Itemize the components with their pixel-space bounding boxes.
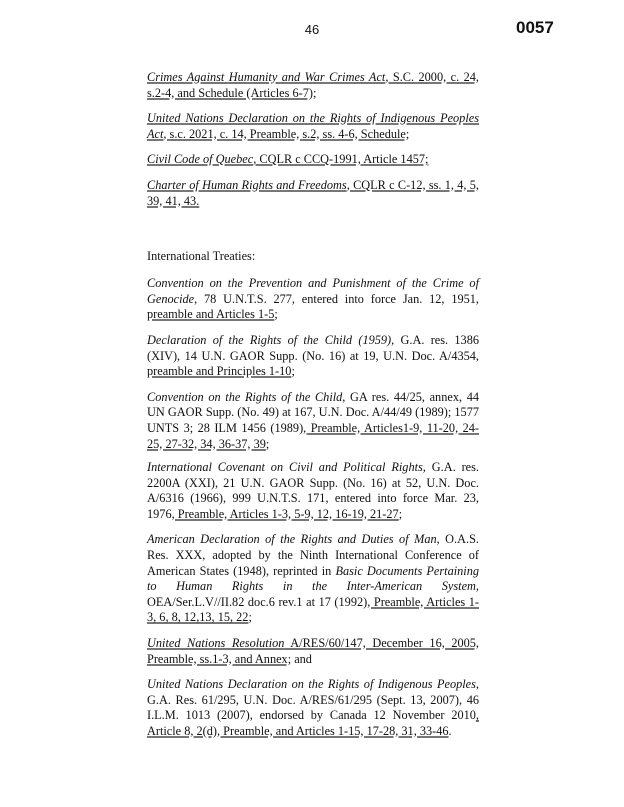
document-stamp: 0057 [516, 18, 554, 37]
citation-details: , CQLR c CCQ-1991, Article 1457; [253, 152, 429, 167]
citation-details: OEA/Ser.L.V//II.82 doc.6 rev.1 at 17 (1992) [147, 594, 368, 609]
citation-punctuation: . [448, 724, 452, 738]
citation-title: Convention on the Rights of the Child, [147, 389, 346, 404]
citation-title: Charter of Human Rights and Freedoms [147, 177, 347, 192]
citation-title: Convention on the Prevention and Punishment of the Crime of Genocide, [147, 276, 479, 306]
citation-title: American Declaration of the Rights and Duties of Man [147, 532, 437, 547]
citation-title: United Nations Resolution [147, 636, 285, 651]
citation-details: , O.A.S. Res. XXX, adopted by the Ninth International Conference of American States (1948), reprinted in [147, 532, 479, 578]
citation-provisions: , preamble and Articles 1-5 [147, 291, 479, 322]
citation-details: G.A. res. 2200A (XXI), 21 U.N. GAOR Supp. (No. 16) at 52, U.N. Doc. A/6316 (1966), 999 U.N.T.S. 171, entered into force Mar. 23, 1976 [147, 460, 479, 521]
citation-title: Declaration of the Rights of the Child (1959), [147, 332, 395, 347]
citation-provisions: , Article 8, 2(d), Preamble, and Articles 1-15, 17-28, 31, 33-46 [147, 708, 479, 738]
citation-un-resolution-60-147 [147, 636, 479, 667]
citation-crimes-against-humanity-act [147, 70, 479, 101]
citation-title: Civil Code of Quebec [147, 152, 254, 167]
citation-charter-human-rights [147, 178, 479, 209]
citation-undrip-act [147, 111, 479, 142]
citation-declaration-rights-child [147, 333, 479, 380]
section-heading-international-treaties: International Treaties: [147, 249, 256, 264]
citation-details: G.A. Res. 61/295, U.N. Doc. A/RES/61/295 (Sept. 13, 2007), 46 I.L.M. 1013 (2007), endorsed by Canada 12 November 2010 [147, 692, 479, 723]
citation-convention-rights-child [147, 390, 479, 452]
citation-details: , s.c. 2021, c. 14, Preamble, s.2, ss. 4-6, Schedule; [163, 126, 410, 141]
citation-details: , S.C. 2000, c. 24, s.2-4, and Schedule (Articles 6-7); [147, 70, 479, 100]
citation-punctuation: ; [398, 506, 403, 521]
citation-provisions: , Preamble, Articles 1-3, 5-9, 12, 16-19, 21-27 [171, 506, 399, 521]
citation-title: United Nations Declaration on the Rights of Indigenous Peoples Act [147, 111, 479, 141]
citation-details: 78 U.N.T.S. 277, entered into force Jan. 12, 1951 [197, 291, 476, 306]
citation-punctuation: ; [265, 436, 270, 451]
citation-details: , CQLR c C-12, ss. 1, 4, 5, 39, 41, 43. [147, 177, 479, 208]
citation-punctuation: ; [274, 307, 278, 322]
citation-punctuation: ; [291, 364, 295, 379]
citation-iccpr [147, 460, 479, 522]
citation-title: United Nations Declaration on the Rights of Indigenous Peoples, [147, 677, 479, 692]
citation-title: Crimes Against Humanity and War Crimes Act [147, 70, 386, 84]
citation-punctuation: and [291, 651, 312, 666]
citation-provisions: , preamble and Principles 1-10 [147, 348, 479, 379]
citation-details: GA res. 44/25, annex, 44 UN GAOR Supp. (No. 49) at 167, U.N. Doc. A/44/49 (1989); 1577 UNTS 3; 28 ILM 1456 (1989) [147, 389, 479, 435]
citation-provisions: , Preamble, Articles1-9, 11-20, 24-25, 27-32, 34, 36-37, 39 [147, 420, 479, 451]
citation-details: G.A. res. 1386 (XIV), 14 U.N. GAOR Supp. (No. 16) at 19, U.N. Doc. A/4354 [147, 332, 479, 363]
citation-provisions: A/RES/60/147, December 16, 2005, Preamble, ss.1-3, and Annex; [147, 636, 479, 666]
document-body [147, 70, 479, 750]
citation-punctuation: ; [248, 610, 252, 625]
citation-civil-code-quebec [147, 152, 479, 168]
citation-reprint-title: Basic Documents Pertaining to Human Rights in the Inter-American System, [147, 563, 480, 594]
page-number: 46 [304, 22, 320, 37]
citation-genocide-convention [147, 276, 479, 323]
citation-undrip [147, 677, 479, 739]
citation-american-declaration [147, 532, 479, 626]
citation-provisions: , Preamble, Articles 1-3, 6, 8, 12,13, 15, 22 [147, 594, 479, 625]
citation-title: International Covenant on Civil and Political Rights, [147, 460, 426, 475]
